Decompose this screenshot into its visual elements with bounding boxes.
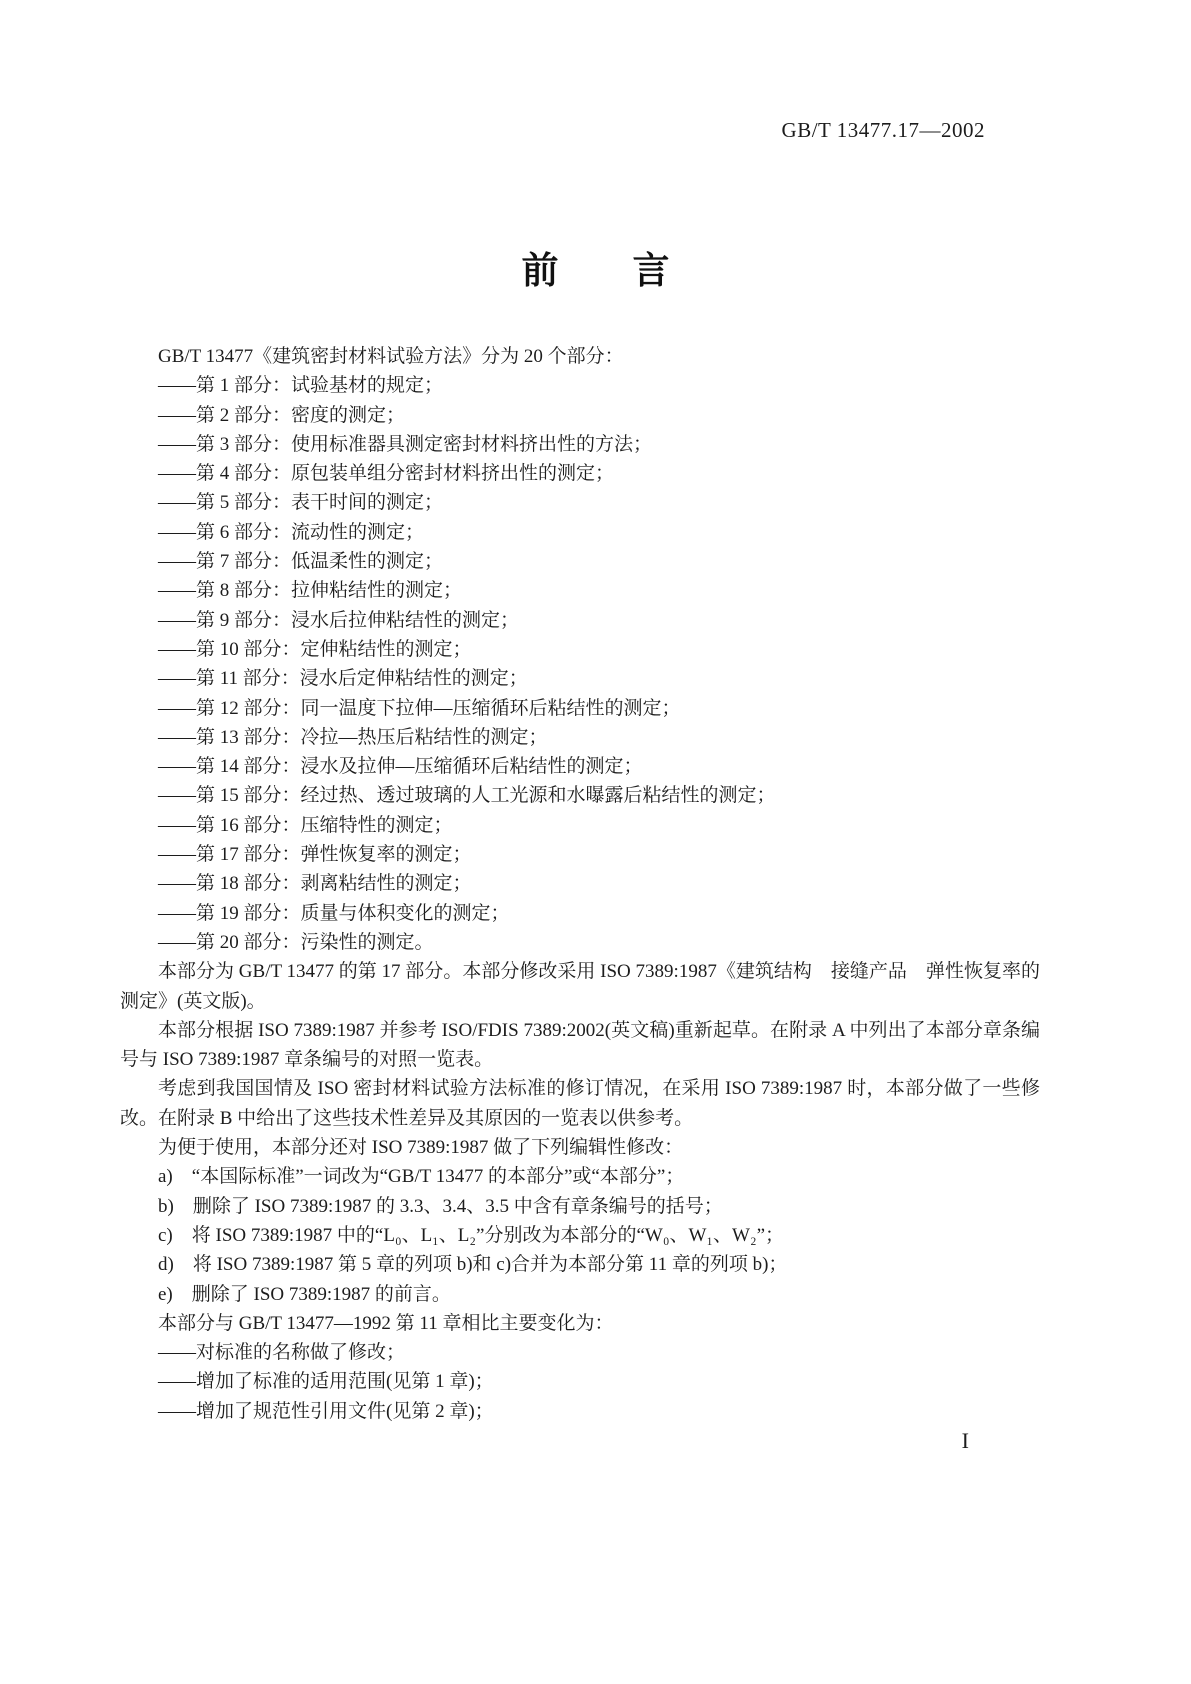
paragraph-line: c) 将 ISO 7389:1987 中的“L₀、L₁、L₂”分别改为本部分的“W₀、W₁、W₂”； [158,1224,784,1246]
document-body [120,342,1040,1426]
paragraph-line: ——第 5 部分：表干时间的测定； [158,492,444,514]
paragraph-line: ——对标准的名称做了修改； [158,1342,406,1364]
paragraph-line: ——第 10 部分：定伸粘结性的测定； [158,638,472,660]
paragraph-line: e) 删除了 ISO 7389:1987 的前言。 [158,1283,451,1305]
paragraph-line: ——第 3 部分：使用标准器具测定密封材料挤出性的方法； [158,433,653,455]
paragraph-line: d) 将 ISO 7389:1987 第 5 章的列项 b)和 c)合并为本部分第 11 章的列项 b)； [158,1254,788,1276]
paragraph-line: ——第 17 部分：弹性恢复率的测定； [158,844,472,866]
paragraph-line: b) 删除了 ISO 7389:1987 的 3.3、3.4、3.5 中含有章条编号的括号； [158,1195,723,1217]
paragraph-line: ——第 20 部分：污染性的测定。 [158,931,434,953]
paragraph-line: ——第 8 部分：拉伸粘结性的测定； [158,580,463,602]
paragraph-line: ——第 1 部分：试验基材的规定； [158,375,444,397]
paragraph-line: GB/T 13477《建筑密封材料试验方法》分为 20 个部分： [158,346,624,367]
paragraph-line: ——第 14 部分：浸水及拉伸—压缩循环后粘结性的测定； [158,756,643,778]
paragraph-line: ——第 16 部分：压缩特性的测定； [158,814,453,836]
paragraph-line: 本部分与 GB/T 13477—1992 第 11 章相比主要变化为： [158,1312,614,1334]
paragraph-line: ——第 15 部分：经过热、透过玻璃的人工光源和水曝露后粘结性的测定； [158,785,776,807]
paragraph-line: ——第 12 部分：同一温度下拉伸—压缩循环后粘结性的测定； [158,697,681,719]
paragraph-line: ——增加了规范性引用文件(见第 2 章)； [158,1400,494,1422]
paragraph-line: a) “本国际标准”一词改为“GB/T 13477 的本部分”或“本部分”； [158,1166,685,1188]
paragraph-line: ——第 19 部分：质量与体积变化的测定； [158,902,510,924]
standard-number: GB/T 13477.17—2002 [781,118,985,142]
paragraph-line: 本部分为 GB/T 13477 的第 17 部分。本部分修改采用 ISO 7389:1987《建筑结构 接缝产品 弹性恢复率的测定》(英文版)。 [120,961,1040,1012]
paragraph-line: ——第 9 部分：浸水后拉伸粘结性的测定； [158,609,520,631]
paragraph-line: ——第 4 部分：原包装单组分密封材料挤出性的测定； [158,463,615,485]
paragraph-line: ——第 13 部分：冷拉—热压后粘结性的测定； [158,726,548,748]
paragraph-line: ——第 7 部分：低温柔性的测定； [158,551,444,573]
paragraph-line: ——增加了标准的适用范围(见第 1 章)； [158,1371,494,1393]
paragraph-line: ——第 18 部分：剥离粘结性的测定； [158,873,472,895]
paragraph-line: ——第 2 部分：密度的测定； [158,404,406,426]
paragraph-line: 本部分根据 ISO 7389:1987 并参考 ISO/FDIS 7389:2002(英文稿)重新起草。在附录 A 中列出了本部分章条编号与 ISO 7389:1987 章条编号的对照一览表。 [120,1019,1040,1071]
paragraph-line: ——第 11 部分：浸水后定伸粘结性的测定； [158,668,528,690]
paragraph-line: ——第 6 部分：流动性的测定； [158,521,425,543]
paragraph-line: 为便于使用，本部分还对 ISO 7389:1987 做了下列编辑性修改： [158,1137,684,1159]
page-title: 前 言 [521,249,670,292]
page-number: I [961,1428,969,1453]
paragraph-line: 考虑到我国国情及 ISO 密封材料试验方法标准的修订情况，在采用 ISO 7389:1987 时，本部分做了一些修改。在附录 B 中给出了这些技术性差异及其原因的一览表以供参考。 [120,1078,1040,1129]
